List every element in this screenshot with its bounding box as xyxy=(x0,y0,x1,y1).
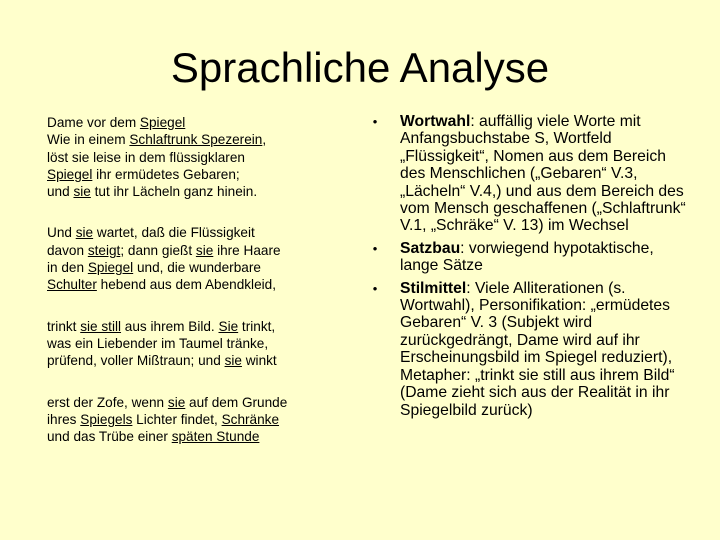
analysis-item-satzbau xyxy=(370,240,690,275)
poem-stanza xyxy=(47,224,357,293)
poem-line: ihres Spiegels Lichter findet, Schränke xyxy=(47,411,280,427)
bullet-icon: • xyxy=(372,240,378,256)
poem-line: Wie in einem Schlaftrunk Spezerein, xyxy=(47,132,267,148)
bullet-icon: • xyxy=(372,114,378,129)
analysis-term: Satzbau xyxy=(400,239,461,257)
analysis-term: Wortwahl xyxy=(400,113,471,130)
poem-line: in den Spiegel und, die wunderbare xyxy=(47,260,261,276)
poem-line: und sie tut ihr Lächeln ganz hinein. xyxy=(47,184,258,200)
slide-title: Sprachliche Analyse xyxy=(170,44,550,91)
bullet-icon: • xyxy=(372,280,378,296)
poem-line: prüfend, voller Mißtraun; und sie winkt xyxy=(47,353,277,369)
poem-line: Schulter hebend aus dem Abendkleid, xyxy=(47,277,276,293)
analysis-text: : vorwiegend hypotaktische, lange Sätze xyxy=(400,239,654,275)
analysis-item-wortwahl xyxy=(370,113,690,235)
poem-line: und das Trübe einer späten Stunde xyxy=(47,429,260,445)
analysis-text: : Viele Alliterationen (s. Wortwahl), Personifikation: „ermüdetes Gebaren“ V. 3 (Subjekt wird zurückgedrängt, Dame wird auf ihr Erscheinungsbild im Spiegel reduziert), Metapher: „trinkt sie still aus ihrem Bild“ (Dame zieht sich aus der Realität in ihr Spiegelbild zurück) xyxy=(400,279,675,419)
poem-line: Spiegel ihr ermüdetes Gebaren; xyxy=(47,166,240,182)
analysis-term: Stilmittel xyxy=(400,279,467,297)
analysis-text: : auffällig viele Worte mit Anfangsbuchstabe S, Wortfeld „Flüssigkeit“, Nomen aus dem Bereich des Menschlichen („Gebaren“ V.3, „Lächeln“ V.4,) und aus dem Bereich des vom Mensch geschaffenen („Schlaftrunk“ V.1, „Schräke“ V. 13) im Wechsel xyxy=(400,113,686,235)
analysis-item-stilmittel xyxy=(370,280,690,419)
poem-stanza xyxy=(47,318,357,370)
poem-line: davon steigt; dann gießt sie ihre Haare xyxy=(47,242,281,258)
poem-line: was ein Liebender im Taumel tränke, xyxy=(47,335,269,351)
poem-line: trinkt sie still aus ihrem Bild. Sie trinkt, xyxy=(47,318,276,334)
poem-line: erst der Zofe, wenn sie auf dem Grunde xyxy=(47,394,288,410)
analysis-list xyxy=(370,113,690,424)
poem-text xyxy=(47,114,357,469)
poem-stanza xyxy=(47,114,357,200)
poem-stanza xyxy=(47,394,357,446)
poem-line: löst sie leise in dem flüssigklaren xyxy=(47,149,245,165)
poem-title-line: Dame vor dem Spiegel xyxy=(47,115,186,130)
poem-line: Und sie wartet, daß die Flüssigkeit xyxy=(47,225,255,241)
